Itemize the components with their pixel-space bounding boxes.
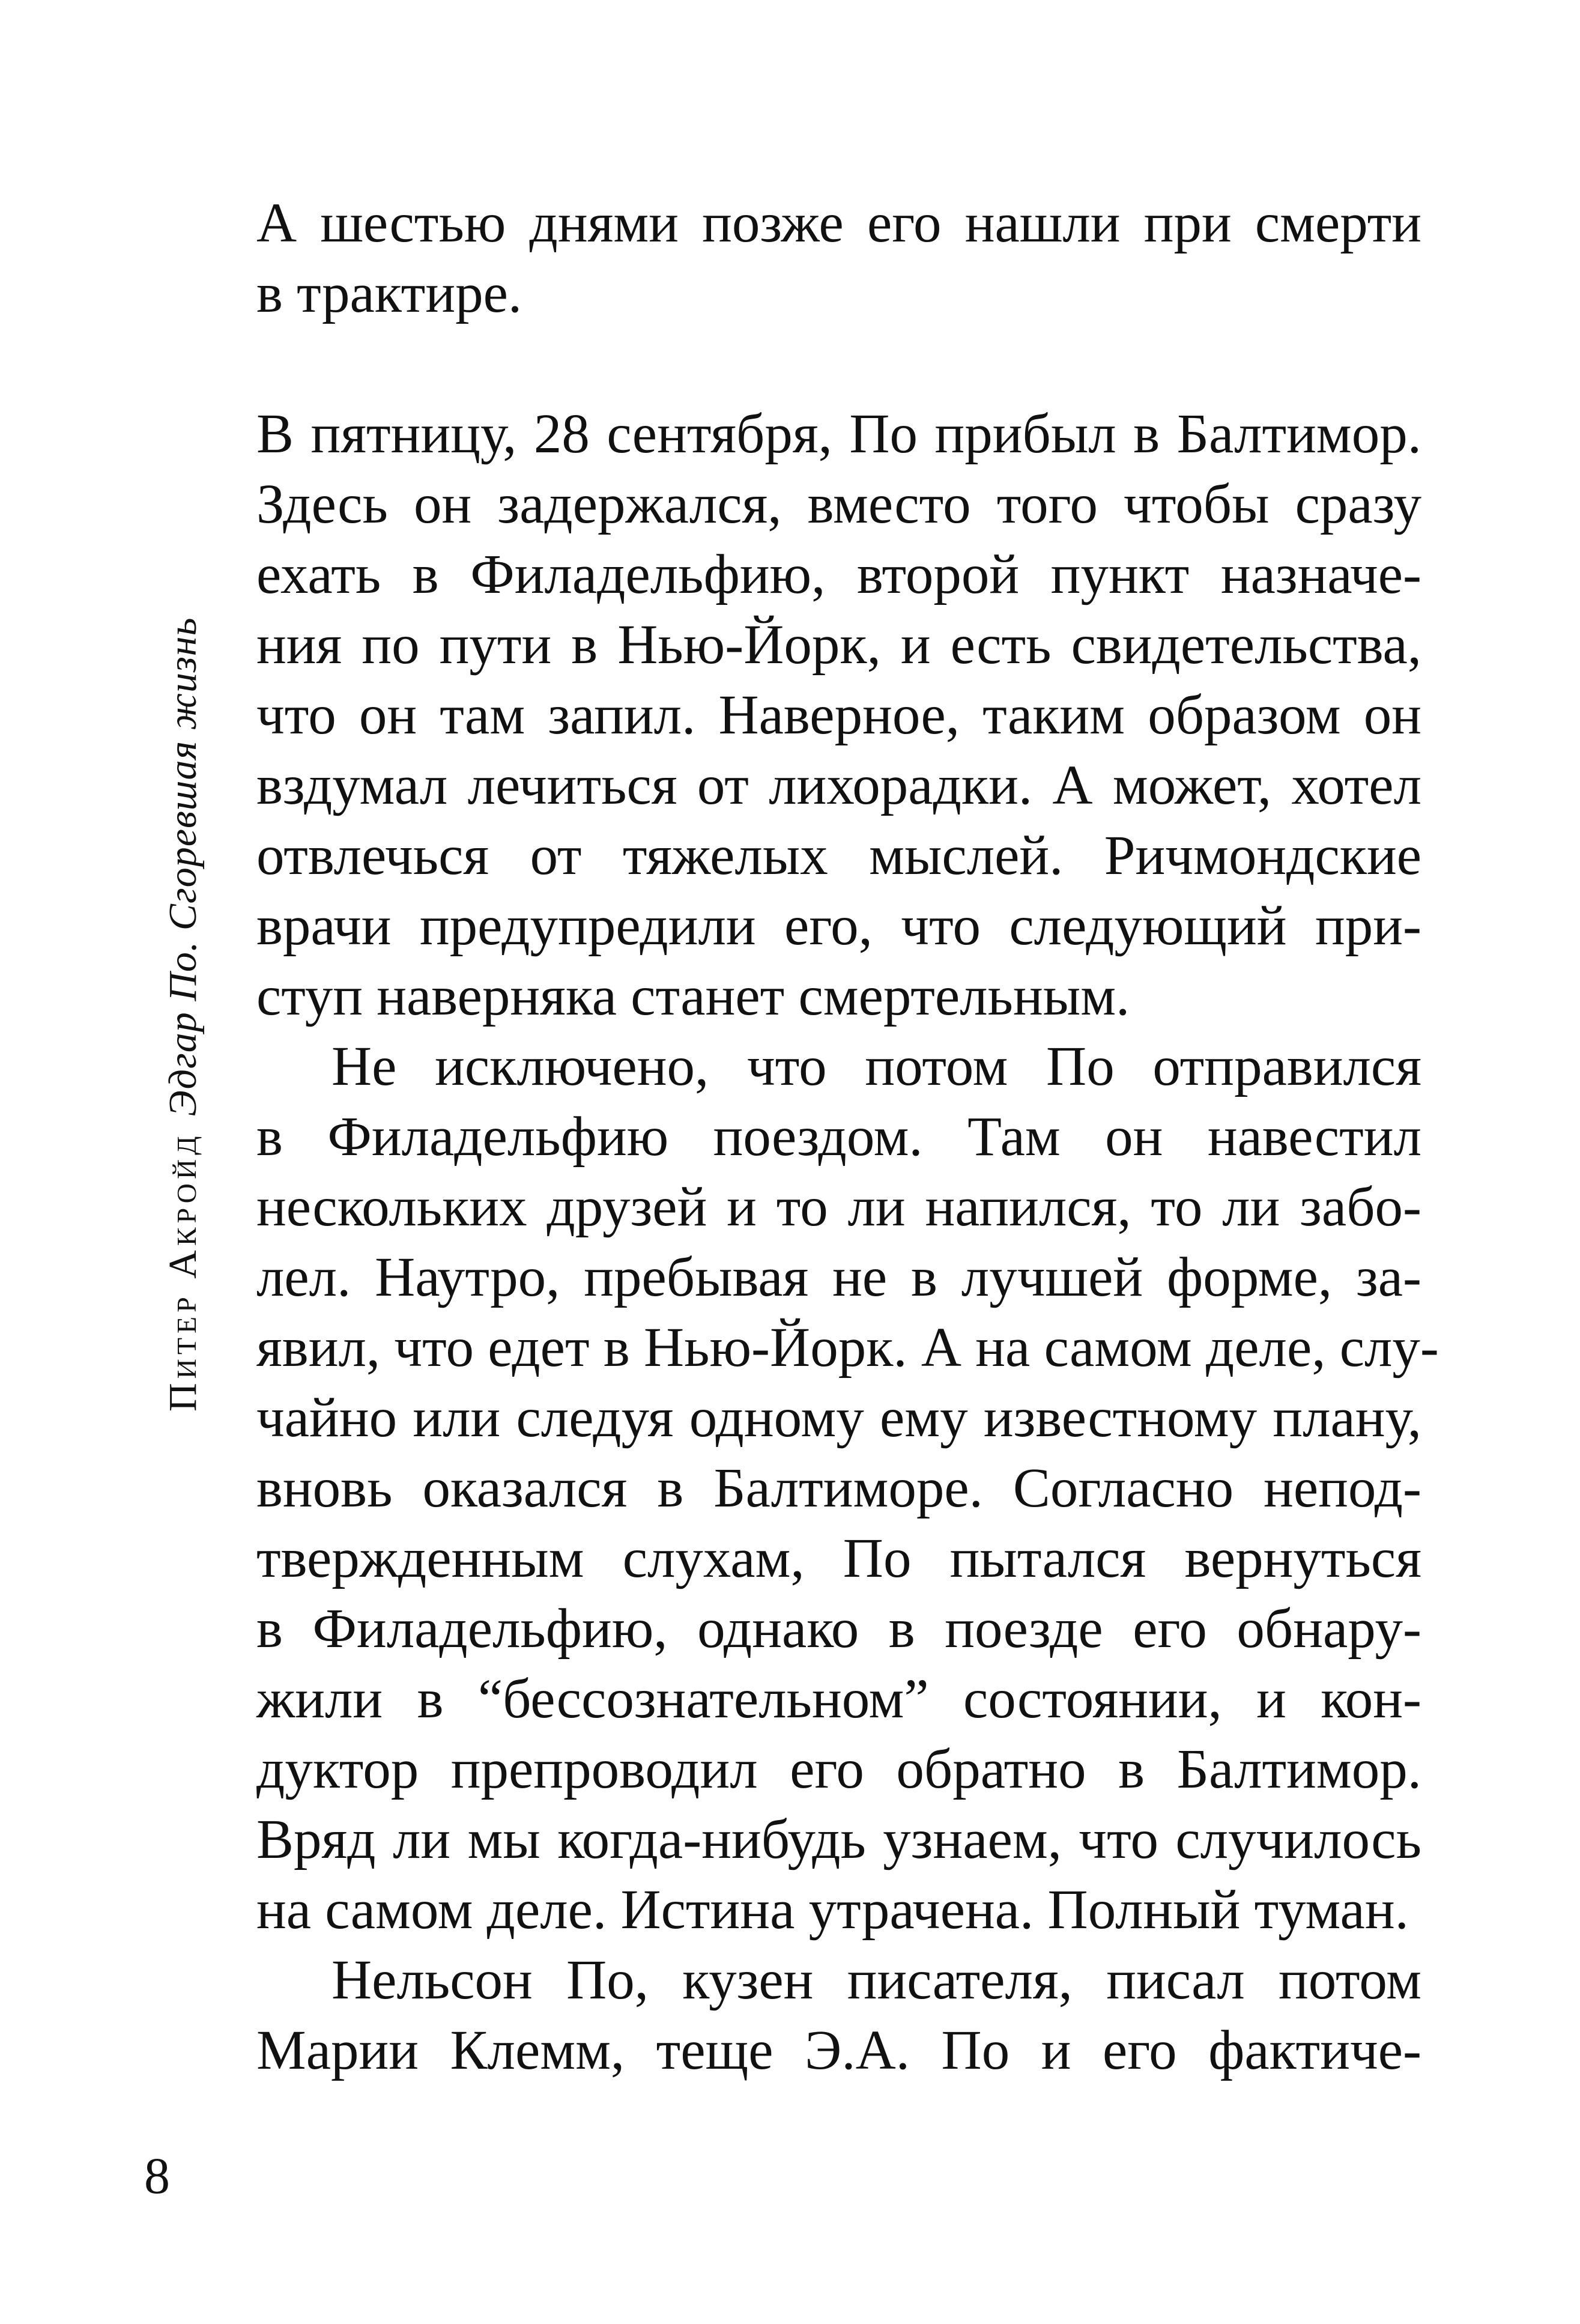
- text-line: на самом деле. Истина утрачена. Полный туман.: [256, 1879, 1409, 1941]
- text-line: твержденным слухам, По пытался вернуться: [256, 1528, 1421, 1589]
- text-line: отвлечься от тяжелых мыслей. Ричмондские: [256, 825, 1421, 887]
- text-line: чайно или следуя одному ему известному плану,: [256, 1387, 1421, 1449]
- text-line: ехать в Филадельфию, второй пункт назначе-: [256, 544, 1421, 605]
- text-line: Нельсон По, кузен писателя, писал потом: [331, 1949, 1421, 2011]
- section-break: [256, 329, 1421, 399]
- text-line: явил, что едет в Нью-Йорк. А на самом деле, слу-: [256, 1317, 1439, 1379]
- running-head-title: Эдгар По. Сгоревшая жизнь: [161, 617, 205, 1117]
- running-head-author: Питер Акройд: [161, 1132, 205, 1412]
- text-line: ния по пути в Нью-Йорк, и есть свидетельства,: [256, 614, 1421, 676]
- page-number: 8: [144, 2147, 170, 2204]
- text-line: жили в “бессознательном” состоянии, и кон-: [256, 1668, 1421, 1730]
- text-line: лел. Наутро, пребывая не в лучшей форме, за-: [256, 1246, 1421, 1308]
- text-line: врачи предупредили его, что следующий при-: [256, 895, 1421, 957]
- text-line: вздумал лечиться от лихорадки. А может, хотел: [256, 754, 1421, 816]
- text-line: что он там запил. Наверное, таким образом он: [256, 684, 1421, 746]
- text-line: Здесь он задержался, вместо того чтобы сразу: [256, 473, 1421, 535]
- text-line: В пятницу, 28 сентября, По прибыл в Балтимор.: [256, 403, 1421, 465]
- text-line: в трактире.: [256, 262, 522, 324]
- text-line: Вряд ли мы когда-нибудь узнаем, что случилось: [256, 1809, 1421, 1870]
- text-line: в Филадельфию поездом. Там он навестил: [256, 1106, 1421, 1168]
- text-line: в Филадельфию, однако в поезде его обнару-: [256, 1598, 1421, 1660]
- text-line: дуктор препроводил его обратно в Балтимор.: [256, 1738, 1421, 1800]
- text-line: ступ наверняка станет смертельным.: [256, 965, 1130, 1027]
- text-line: Марии Клемм, теще Э.А. По и его фактиче-: [256, 2019, 1421, 2081]
- text-line: нескольких друзей и то ли напился, то ли забо-: [256, 1176, 1421, 1238]
- body-text: [256, 188, 1439, 2086]
- text-line: вновь оказался в Балтиморе. Согласно непод-: [256, 1457, 1421, 1519]
- text-line: Не исключено, что потом По отправился: [331, 1036, 1421, 1097]
- running-head: [147, 420, 219, 1412]
- text-line: А шестью днями позже его нашли при смерти: [256, 192, 1421, 254]
